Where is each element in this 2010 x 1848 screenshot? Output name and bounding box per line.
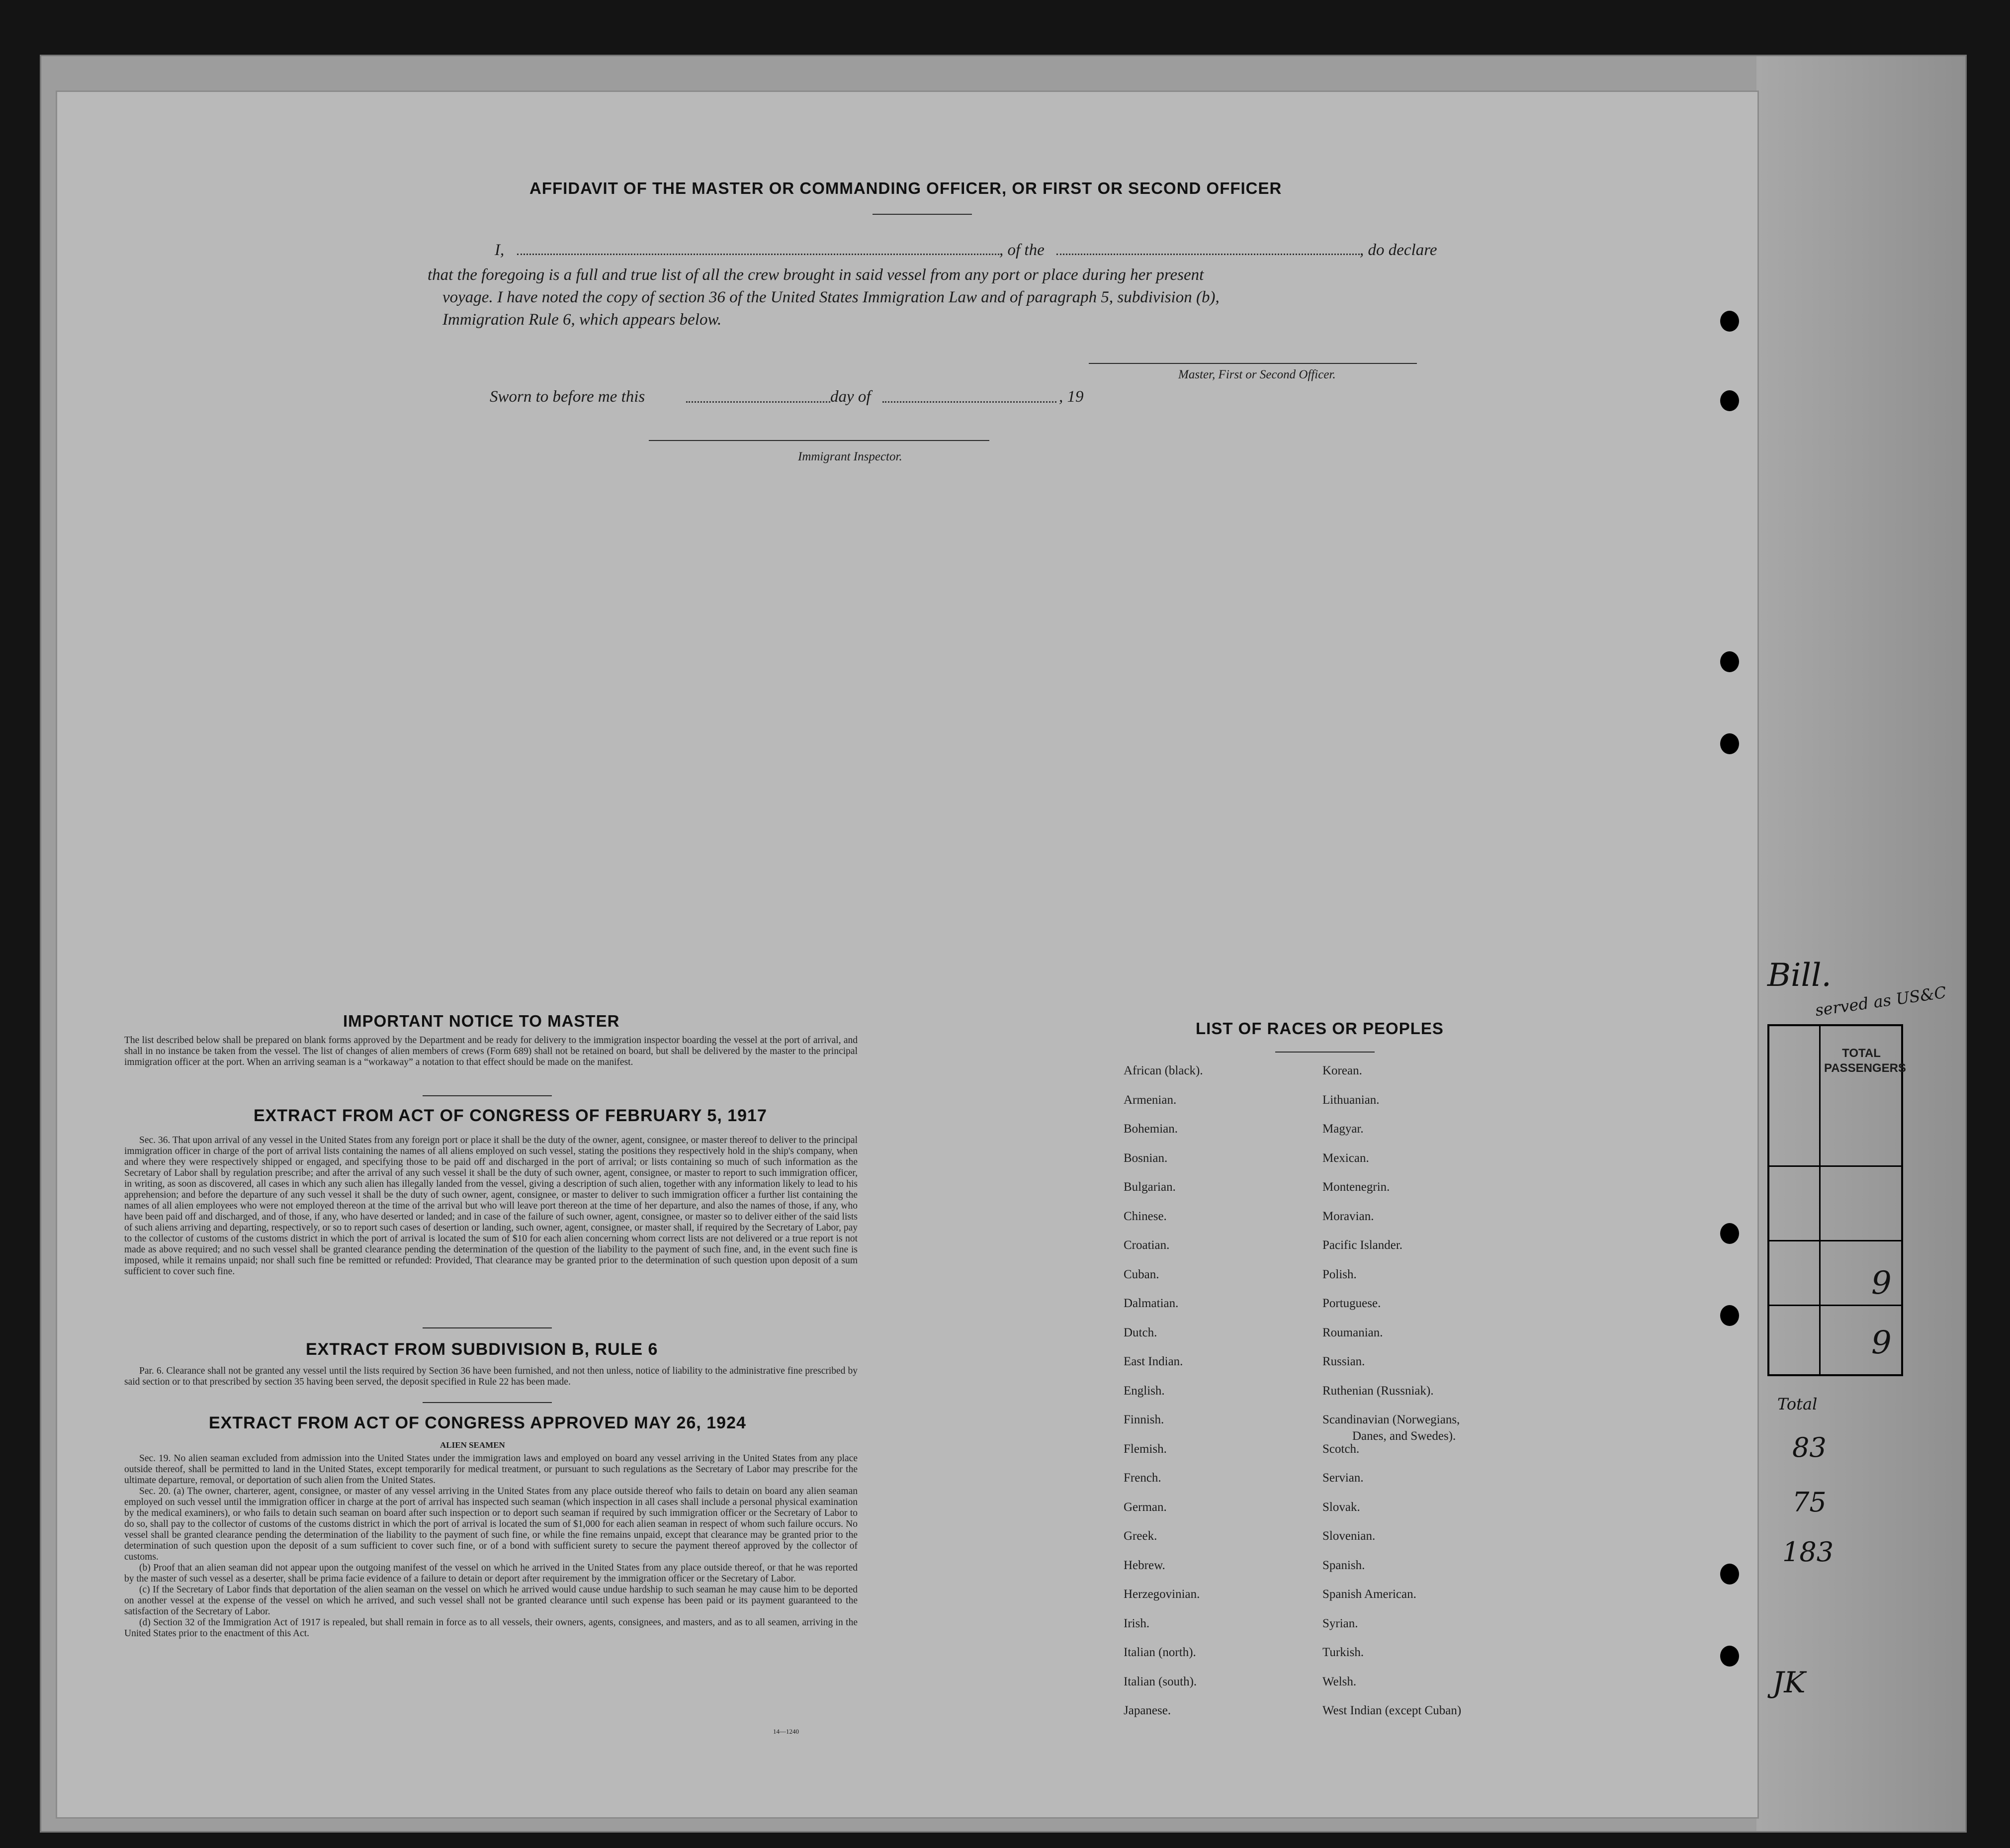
box-row-line <box>1769 1165 1901 1167</box>
punch-hole <box>1720 1223 1739 1244</box>
notice-rule <box>423 1095 552 1096</box>
race-scandinavian-continued: Danes, and Swedes). <box>1352 1429 1456 1443</box>
notice-text: The list described below shall be prepared on blank forms approved by the Department and be ready for delivery to the immigration inspector boarding the vessel at the port of arrival, and shall in no instance be taken from the vessel. The list of changes of alien members of crews (Form 689) shall not be retained on board, but shall be delivered by the master to the principal immigration officer at the port. When an arriving seaman is a “workaway” a notation to that effect should be made on the manifest. <box>124 1035 858 1067</box>
sworn-month-field[interactable] <box>882 401 1056 403</box>
race-item: Hebrew. <box>1124 1558 1165 1572</box>
punch-hole <box>1720 1305 1739 1326</box>
race-item: Spanish American. <box>1322 1587 1416 1601</box>
race-item: Bosnian. <box>1124 1151 1168 1165</box>
race-item: Finnish. <box>1124 1413 1164 1426</box>
race-item: German. <box>1124 1500 1167 1514</box>
race-item: Magyar. <box>1322 1122 1364 1136</box>
race-item: Welsh. <box>1322 1674 1357 1688</box>
race-item: Italian (north). <box>1124 1646 1196 1659</box>
race-item: Flemish. <box>1124 1442 1167 1456</box>
sec-20a-text: Sec. 20. (a) The owner, charterer, agent, consignee, or master of any vessel arriving in the United States from any place outside thereof who fails to detain on board any alien seaman employed on such vessel until the immigration officer in charge at the port of arrival has inspected such seaman (which inspection in all cases shall include a personal physical examination by the medical examiners), or who fails to detain such seaman on board after such inspection or to deport such seaman if required by such immigration officer or the Secretary of Labor to do so, shall pay to the collector of customs of the customs district in which the port of arrival is located the sum of $1,000 for each alien seaman in respect of whom such failure occurs. No vessel shall be granted clearance pending the determination of the liability to the payment of such fine, or while the fine remains unpaid, except that clearance may be granted prior to the determination of such question upon the deposit of a sum sufficient to cover such fine, or of a bond with sufficient surety to secure the payment thereof approved by the collector of customs. <box>124 1486 858 1562</box>
race-item: Ruthenian (Russniak). <box>1322 1384 1434 1398</box>
race-item: Turkish. <box>1322 1646 1364 1659</box>
punch-hole <box>1720 390 1739 411</box>
race-item: Dutch. <box>1124 1325 1157 1339</box>
sec-20c-text: (c) If the Secretary of Labor finds that deportation of the alien seaman on the vessel on which he arrived would cause undue hardship to such seaman he may cause him to be deported on another vessel at the expense of the vessel on which he arrived, and such vessel shall not be granted clearance until such expense has been paid or its payment guaranteed to the satisfaction of the Secretary of Labor. <box>124 1584 858 1617</box>
affidavit-line-4: Immigration Rule 6, which appears below. <box>442 311 722 329</box>
handwritten-bill: Bill. <box>1767 957 1832 994</box>
races-title: LIST OF RACES OR PEOPLES <box>1196 1019 1444 1038</box>
race-item: Scotch. <box>1322 1442 1360 1456</box>
total-value-1: 83 <box>1792 1432 1827 1463</box>
box-row-line <box>1769 1240 1901 1241</box>
year-label: , 19 <box>1059 388 1084 406</box>
total-passengers-header: TOTAL PASSENGERS <box>1824 1047 1906 1075</box>
day-of-label: day of <box>830 388 871 406</box>
handwritten-note: served as US&C <box>1814 982 1948 1020</box>
corner-initials: JK <box>1772 1666 1806 1699</box>
alien-seamen-subtitle: ALIEN SEAMEN <box>440 1440 505 1450</box>
race-item: Portuguese. <box>1322 1297 1381 1310</box>
inspector-signature-line[interactable] <box>649 440 989 441</box>
race-item: Italian (south). <box>1124 1674 1197 1688</box>
race-item: African (black). <box>1124 1064 1203 1077</box>
race-item: Roumanian. <box>1322 1325 1383 1339</box>
passengers-value-1: 9 <box>1871 1265 1892 1302</box>
extract-1917-text: Sec. 36. That upon arrival of any vessel in the United States from any foreign port or place it shall be the duty of the owner, agent, consignee, or master thereof to deliver to the principal immigration officer in charge of the port of arrival lists containing the names of all aliens employed on such vessel, stating the positions they respectively hold in the ship's company, when and where they were respectively shipped or engaged, and specifying those to be paid off and discharged in the port of arrival; or lists containing so much of such information as the Secretary of Labor shall by regulation prescribe; and after the arrival of any such vessel it shall be the duty of such owner, agent, consignee, or master to report to such immigration officer, in writing, as soon as discovered, all cases in which any such alien has illegally landed from the vessel, giving a description of such alien, together with any information likely to lead to his apprehension; and before the departure of any such vessel it shall be the duty of such owner, agent, consignee, or master to deliver to such immigration officer a further list containing the names of all alien employees who were not employed thereon at the time of the arrival but who will leave port thereon at the time of her departure, and also the names of those, if any, who have been paid off and discharged, and of those, if any, who have deserted or landed; and in case of the failure of such owner, agent, consignee, or master so to deliver either of the said lists of such aliens arriving and departing, respectively, or so to report such cases of desertion or landing, such owner, agent, consignee, or master shall, if required by the Secretary of Labor, pay to the collector of customs of the customs district in which the port of arrival is located the sum of $10 for each alien concerning whom correct lists are not delivered or a true report is not made as above required; and no such vessel shall be granted clearance pending the determination of the question of the liability to the payment of such fine, and, in the event such fine is imposed, while it remains unpaid; nor shall such fine be remitted or refunded: Provided, That clearance may be granted prior to the determination of such question upon deposit of a sum sufficient to cover such fine. <box>124 1135 858 1277</box>
sworn-label: Sworn to before me this <box>490 388 645 406</box>
race-item: Croatian. <box>1124 1238 1170 1252</box>
punch-hole <box>1720 1564 1739 1584</box>
race-item: Herzegovinian. <box>1124 1587 1200 1601</box>
extract-1917-title: EXTRACT FROM ACT OF CONGRESS OF FEBRUARY 5, 1917 <box>254 1106 767 1125</box>
extract-1924-title: EXTRACT FROM ACT OF CONGRESS APPROVED MAY 26, 1924 <box>209 1413 746 1432</box>
inspector-label: Immigrant Inspector. <box>798 450 902 463</box>
total-value-2: 75 <box>1792 1487 1827 1518</box>
race-item: French. <box>1124 1471 1161 1485</box>
race-item: English. <box>1124 1384 1165 1398</box>
race-item: Cuban. <box>1124 1267 1159 1281</box>
race-item: Scandinavian (Norwegians, <box>1322 1413 1460 1426</box>
affidavit-title: AFFIDAVIT OF THE MASTER OR COMMANDING OFFICER, OR FIRST OR SECOND OFFICER <box>529 179 1282 197</box>
total-passengers-box <box>1767 1024 1906 1376</box>
race-item: Slovak. <box>1322 1500 1360 1514</box>
race-item: Slovenian. <box>1322 1529 1376 1543</box>
sec-19-text: Sec. 19. No alien seaman excluded from admission into the United States under the immigration laws and employed on board any vessel arriving in the United States from any place outside thereof, shall be permitted to land in the United States, except temporarily for medical treatment, or pursuant to such regulations as the Secretary of Labor may prescribe for the ultimate departure, removal, or deportation of such alien from the United States. <box>124 1453 858 1486</box>
race-item: Montenegrin. <box>1322 1180 1390 1194</box>
race-item: Servian. <box>1322 1471 1364 1485</box>
affidavit-line-2: that the foregoing is a full and true list of all the crew brought in said vessel from any port or place during her present <box>428 266 1204 284</box>
race-item: Bulgarian. <box>1124 1180 1176 1194</box>
subdivision-rule <box>423 1402 552 1403</box>
extract-1924-text <box>124 1453 858 1639</box>
race-item: East Indian. <box>1124 1355 1183 1368</box>
subdivision-title: EXTRACT FROM SUBDIVISION B, RULE 6 <box>306 1340 658 1359</box>
affidavit-sheet <box>57 92 1757 1817</box>
form-number: 14—1240 <box>773 1728 799 1735</box>
declarant-name-field[interactable] <box>517 254 999 255</box>
affidavit-of-the-label: , of the <box>999 241 1045 259</box>
total-value-3: 183 <box>1782 1536 1834 1568</box>
vessel-name-field[interactable] <box>1056 254 1360 255</box>
race-item: West Indian (except Cuban) <box>1322 1704 1462 1717</box>
extract-1917-rule <box>423 1327 552 1328</box>
race-item: Dalmatian. <box>1124 1297 1179 1310</box>
race-item: Greek. <box>1124 1529 1157 1543</box>
race-item: Polish. <box>1322 1267 1357 1281</box>
race-item: Chinese. <box>1124 1209 1167 1223</box>
affidavit-line-3: voyage. I have noted the copy of section 36 of the United States Immigration Law and of paragraph 5, subdivision (b), <box>442 288 1220 306</box>
race-item: Japanese. <box>1124 1704 1171 1717</box>
affidavit-do-declare-label: , do declare <box>1360 241 1437 259</box>
race-item: Bohemian. <box>1124 1122 1178 1136</box>
punch-hole <box>1720 651 1739 672</box>
punch-hole <box>1720 1646 1739 1667</box>
passengers-value-2: 9 <box>1871 1324 1892 1361</box>
race-item: Lithuanian. <box>1322 1093 1380 1107</box>
races-title-rule <box>1275 1052 1375 1053</box>
race-item: Spanish. <box>1322 1558 1365 1572</box>
affidavit-title-rule <box>873 214 972 215</box>
box-divider <box>1819 1026 1821 1374</box>
sec-20b-text: (b) Proof that an alien seaman did not appear upon the outgoing manifest of the vessel on which he arrived in the United States from any place outside thereof, or that he was reported by the master of such vessel as a deserter, shall be prima facie evidence of a failure to detain or deport after requirement by the immigration officer or the Secretary of Labor. <box>124 1563 858 1584</box>
subdivision-text: Par. 6. Clearance shall not be granted any vessel until the lists required by Section 36 have been furnished, and not then unless, notice of liability to the administrative fine prescribed by said section or to that prescribed by section 35 having been served, the deposit specified in Rule 22 has been made. <box>124 1366 858 1387</box>
race-item: Korean. <box>1322 1064 1362 1077</box>
punch-hole <box>1720 311 1739 332</box>
race-item: Pacific Islander. <box>1322 1238 1403 1252</box>
master-signature-label: Master, First or Second Officer. <box>1178 368 1336 381</box>
race-item: Russian. <box>1322 1355 1365 1368</box>
total-label: Total <box>1777 1395 1818 1413</box>
race-item: Syrian. <box>1322 1616 1358 1630</box>
master-signature-line[interactable] <box>1089 363 1417 364</box>
sec-20d-text: (d) Section 32 of the Immigration Act of 1917 is repealed, but shall remain in force as to all vessels, their owners, agents, consignees, and masters, and as to all seamen, arriving in the United States prior to the enactment of this Act. <box>124 1617 858 1639</box>
sworn-day-field[interactable] <box>686 401 830 403</box>
box-row-line <box>1769 1305 1901 1306</box>
affidavit-i-label: I, <box>495 241 505 259</box>
notice-title: IMPORTANT NOTICE TO MASTER <box>343 1012 620 1030</box>
race-item: Moravian. <box>1322 1209 1374 1223</box>
race-item: Irish. <box>1124 1616 1150 1630</box>
race-item: Mexican. <box>1322 1151 1369 1165</box>
punch-hole <box>1720 733 1739 754</box>
race-item: Armenian. <box>1124 1093 1177 1107</box>
